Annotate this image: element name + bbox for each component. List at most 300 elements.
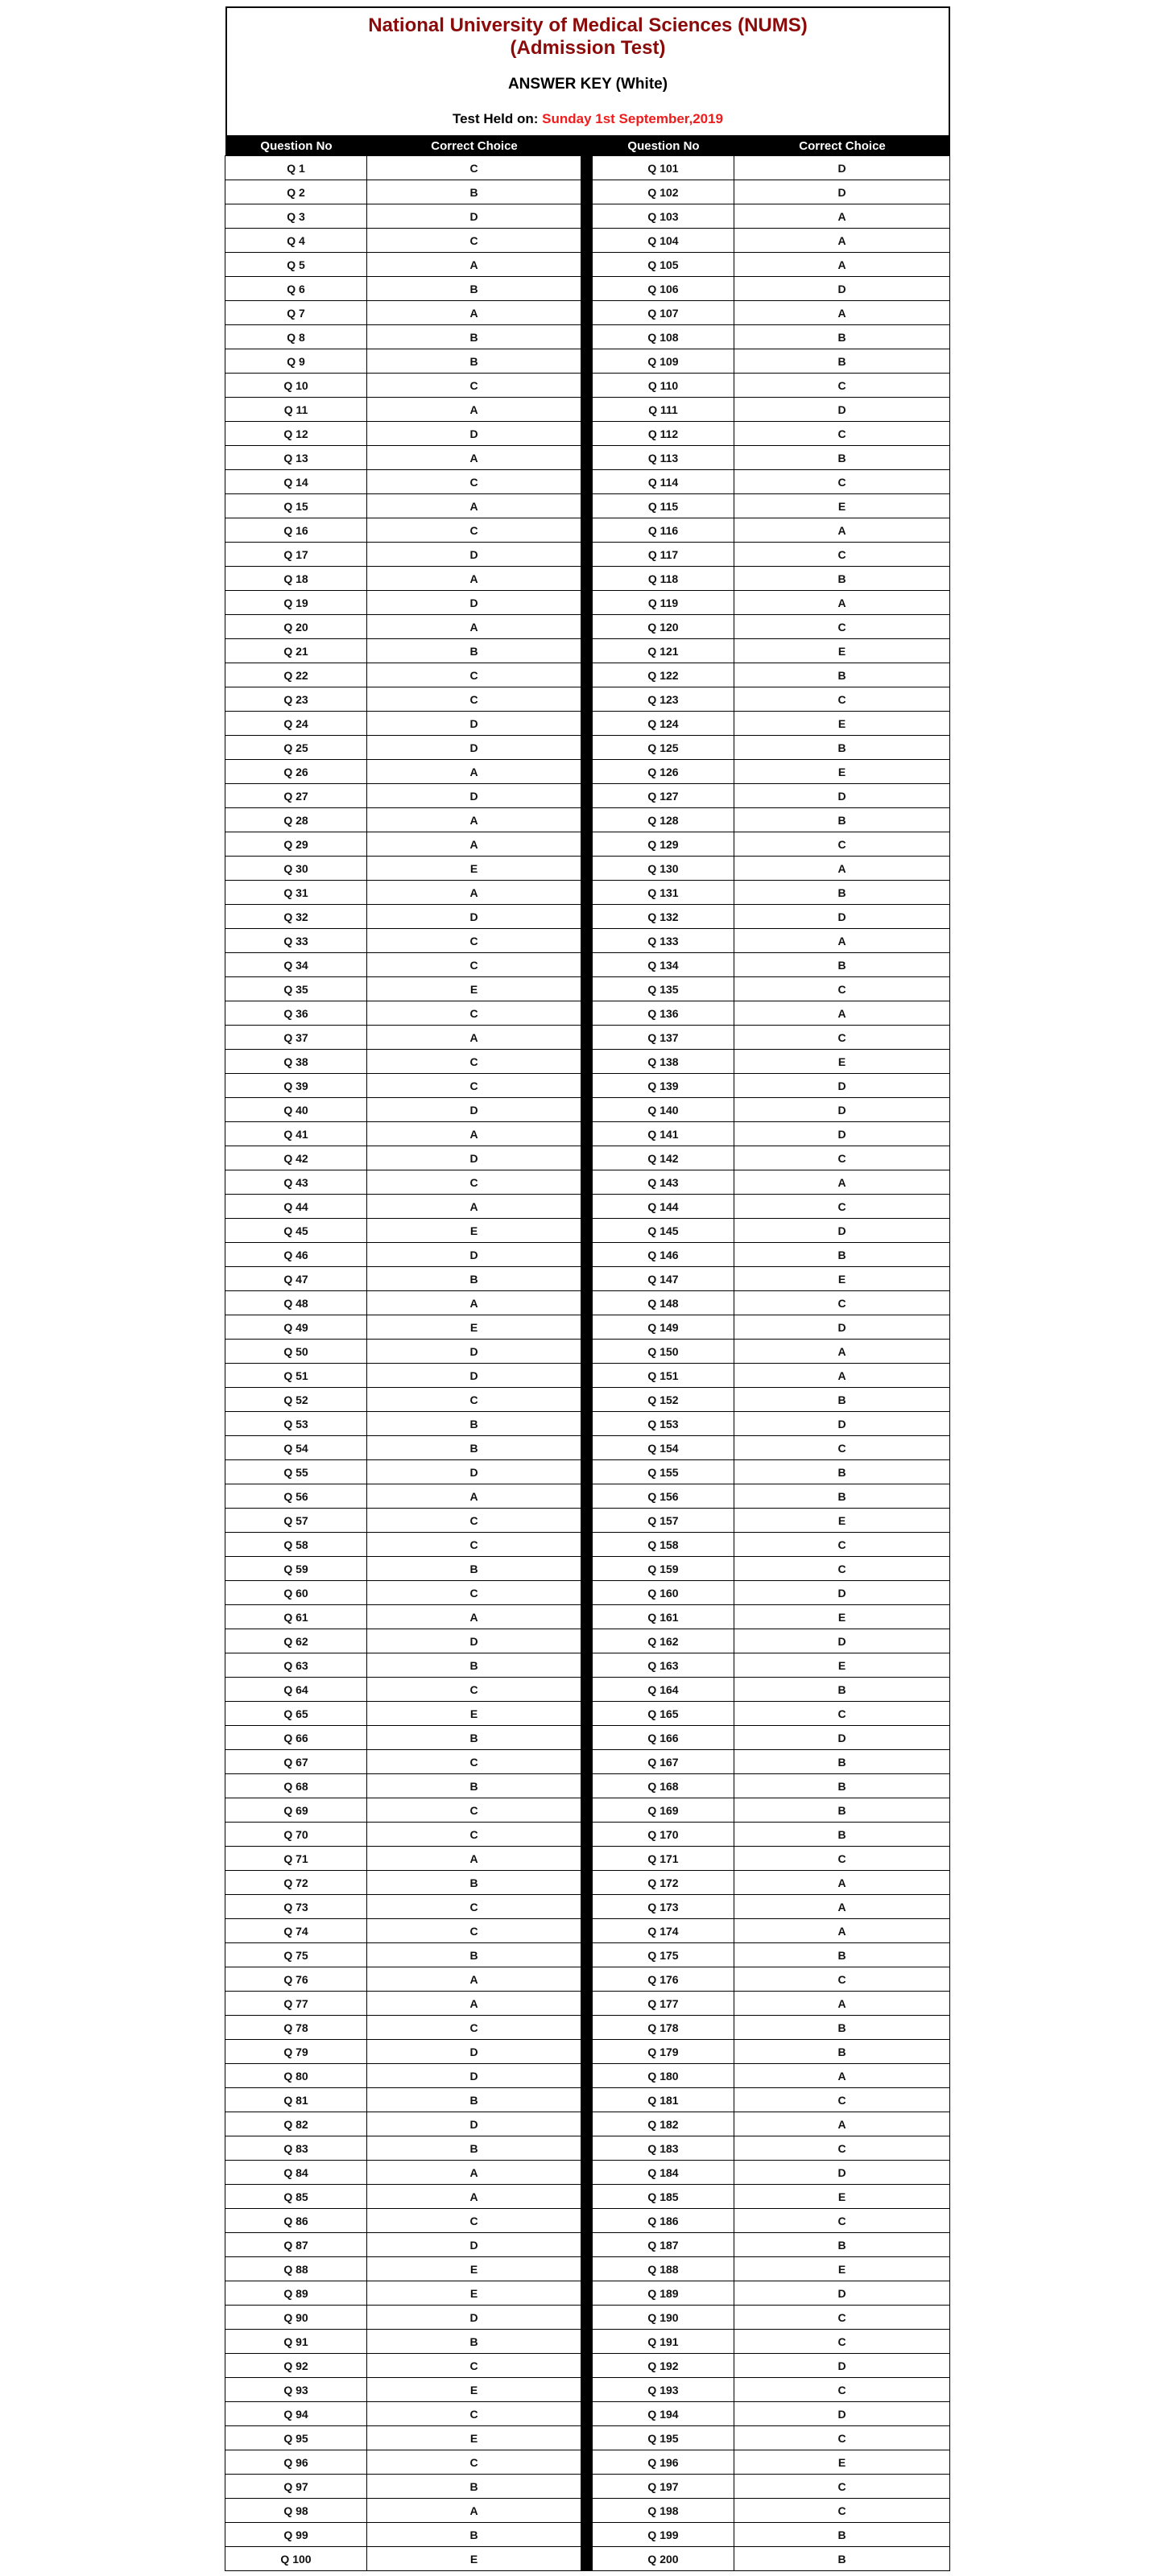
- question-number: Q 118: [592, 566, 734, 591]
- question-number: Q 81: [225, 2087, 367, 2112]
- question-number: Q 49: [225, 1315, 367, 1340]
- question-number: Q 66: [225, 1725, 367, 1750]
- correct-choice: E: [366, 2425, 581, 2450]
- question-number: Q 166: [592, 1725, 734, 1750]
- correct-choice: E: [734, 1266, 950, 1291]
- question-number: Q 115: [592, 493, 734, 518]
- question-number: Q 155: [592, 1459, 734, 1484]
- correct-choice: C: [734, 373, 950, 398]
- column-separator: [581, 156, 593, 2571]
- question-number: Q 110: [592, 373, 734, 398]
- question-number: Q 181: [592, 2087, 734, 2112]
- correct-choice: A: [366, 397, 581, 422]
- correct-choice: D: [734, 2401, 950, 2426]
- question-number: Q 107: [592, 300, 734, 325]
- question-number: Q 113: [592, 445, 734, 470]
- correct-choice: B: [734, 2015, 950, 2040]
- correct-choice: D: [734, 2160, 950, 2185]
- question-number: Q 126: [592, 759, 734, 784]
- correct-choice: D: [734, 904, 950, 929]
- correct-choice: D: [366, 2063, 581, 2088]
- correct-choice: C: [366, 373, 581, 398]
- question-number: Q 10: [225, 373, 367, 398]
- title-university: National University of Medical Sciences (NUMS): [368, 14, 808, 36]
- correct-choice: C: [366, 1580, 581, 1605]
- question-number: Q 19: [225, 590, 367, 615]
- question-number: Q 39: [225, 1073, 367, 1098]
- question-number: Q 83: [225, 2136, 367, 2161]
- correct-choice: C: [366, 687, 581, 712]
- question-number: Q 44: [225, 1194, 367, 1219]
- correct-choice: B: [734, 1459, 950, 1484]
- correct-choice: E: [734, 759, 950, 784]
- correct-choice: D: [366, 204, 581, 229]
- correct-choice: C: [734, 1556, 950, 1581]
- correct-choice: A: [366, 1025, 581, 1050]
- question-number: Q 17: [225, 542, 367, 567]
- correct-choice: B: [366, 1556, 581, 1581]
- question-number: Q 45: [225, 1218, 367, 1243]
- correct-choice: C: [734, 687, 950, 712]
- correct-choice: A: [734, 928, 950, 953]
- correct-choice: C: [734, 2425, 950, 2450]
- correct-choice: C: [366, 469, 581, 494]
- question-number: Q 101: [592, 155, 734, 180]
- correct-choice: B: [366, 1266, 581, 1291]
- correct-choice: D: [366, 421, 581, 446]
- question-number: Q 89: [225, 2281, 367, 2306]
- correct-choice: C: [734, 2087, 950, 2112]
- question-number: Q 85: [225, 2184, 367, 2209]
- question-number: Q 41: [225, 1121, 367, 1146]
- correct-choice: B: [734, 324, 950, 349]
- question-number: Q 27: [225, 783, 367, 808]
- question-number: Q 171: [592, 1846, 734, 1871]
- question-number: Q 198: [592, 2498, 734, 2523]
- correct-choice: A: [366, 1991, 581, 2016]
- correct-choice: C: [734, 1967, 950, 1992]
- correct-choice: E: [734, 493, 950, 518]
- question-number: Q 38: [225, 1049, 367, 1074]
- correct-choice: E: [734, 2184, 950, 2209]
- question-number: Q 186: [592, 2208, 734, 2233]
- correct-choice: D: [366, 1459, 581, 1484]
- correct-choice: A: [734, 1894, 950, 1919]
- correct-choice: A: [366, 566, 581, 591]
- question-number: Q 40: [225, 1097, 367, 1122]
- header-correct-choice-right: Correct Choice: [734, 135, 950, 156]
- question-number: Q 163: [592, 1653, 734, 1678]
- correct-choice: E: [734, 1049, 950, 1074]
- question-number: Q 58: [225, 1532, 367, 1557]
- question-number: Q 159: [592, 1556, 734, 1581]
- correct-choice: E: [366, 1701, 581, 1726]
- question-number: Q 124: [592, 711, 734, 736]
- correct-choice: C: [366, 1749, 581, 1774]
- question-number: Q 28: [225, 807, 367, 832]
- question-number: Q 146: [592, 1242, 734, 1267]
- question-number: Q 132: [592, 904, 734, 929]
- correct-choice: C: [734, 2208, 950, 2233]
- correct-choice: B: [734, 2232, 950, 2257]
- question-number: Q 130: [592, 856, 734, 881]
- correct-choice: D: [734, 1121, 950, 1146]
- question-number: Q 2: [225, 180, 367, 204]
- correct-choice: A: [366, 832, 581, 857]
- question-number: Q 26: [225, 759, 367, 784]
- correct-choice: D: [366, 904, 581, 929]
- correct-choice: E: [366, 2546, 581, 2571]
- question-number: Q 33: [225, 928, 367, 953]
- question-number: Q 31: [225, 880, 367, 905]
- question-number: Q 194: [592, 2401, 734, 2426]
- question-number: Q 47: [225, 1266, 367, 1291]
- correct-choice: A: [734, 1339, 950, 1364]
- header-question-no-right: Question No: [593, 135, 734, 156]
- question-number: Q 103: [592, 204, 734, 229]
- question-number: Q 169: [592, 1798, 734, 1823]
- question-number: Q 59: [225, 1556, 367, 1581]
- question-number: Q 112: [592, 421, 734, 446]
- correct-choice: C: [734, 832, 950, 857]
- correct-choice: C: [366, 952, 581, 977]
- question-number: Q 172: [592, 1870, 734, 1895]
- correct-choice: A: [366, 2498, 581, 2523]
- correct-choice: C: [734, 542, 950, 567]
- correct-choice: A: [734, 2112, 950, 2136]
- question-number: Q 151: [592, 1363, 734, 1388]
- question-number: Q 71: [225, 1846, 367, 1871]
- question-number: Q 43: [225, 1170, 367, 1195]
- correct-choice: C: [366, 1798, 581, 1823]
- question-number: Q 42: [225, 1146, 367, 1170]
- question-number: Q 140: [592, 1097, 734, 1122]
- correct-choice: D: [366, 783, 581, 808]
- test-held-label: Test Held on:: [452, 111, 539, 126]
- question-number: Q 129: [592, 832, 734, 857]
- correct-choice: A: [366, 252, 581, 277]
- correct-choice: B: [734, 349, 950, 374]
- question-number: Q 9: [225, 349, 367, 374]
- correct-choice: B: [366, 2087, 581, 2112]
- question-number: Q 84: [225, 2160, 367, 2185]
- correct-choice: D: [366, 1242, 581, 1267]
- correct-choice: A: [734, 1170, 950, 1195]
- question-number: Q 125: [592, 735, 734, 760]
- question-number: Q 158: [592, 1532, 734, 1557]
- question-number: Q 180: [592, 2063, 734, 2088]
- correct-choice: A: [734, 300, 950, 325]
- question-number: Q 122: [592, 663, 734, 687]
- correct-choice: D: [734, 276, 950, 301]
- question-number: Q 199: [592, 2522, 734, 2547]
- correct-choice: C: [734, 976, 950, 1001]
- answer-key-subtitle: ANSWER KEY (White): [507, 76, 668, 93]
- question-number: Q 161: [592, 1604, 734, 1629]
- question-number: Q 35: [225, 976, 367, 1001]
- question-number: Q 62: [225, 1629, 367, 1653]
- correct-choice: C: [366, 1532, 581, 1557]
- question-number: Q 120: [592, 614, 734, 639]
- question-number: Q 50: [225, 1339, 367, 1364]
- question-number: Q 192: [592, 2353, 734, 2378]
- correct-choice: A: [366, 1846, 581, 1871]
- correct-choice: C: [366, 228, 581, 253]
- correct-choice: D: [734, 783, 950, 808]
- correct-choice: C: [366, 155, 581, 180]
- question-number: Q 52: [225, 1387, 367, 1412]
- correct-choice: C: [366, 1170, 581, 1195]
- question-number: Q 20: [225, 614, 367, 639]
- question-number: Q 67: [225, 1749, 367, 1774]
- correct-choice: D: [366, 542, 581, 567]
- question-number: Q 95: [225, 2425, 367, 2450]
- correct-choice: C: [734, 1146, 950, 1170]
- correct-choice: D: [366, 2232, 581, 2257]
- answer-key-table: [225, 135, 950, 2571]
- correct-choice: D: [734, 155, 950, 180]
- correct-choice: E: [734, 2450, 950, 2475]
- question-number: Q 175: [592, 1942, 734, 1967]
- correct-choice: D: [366, 2039, 581, 2064]
- question-number: Q 23: [225, 687, 367, 712]
- question-number: Q 79: [225, 2039, 367, 2064]
- correct-choice: D: [734, 1629, 950, 1653]
- correct-choice: A: [734, 204, 950, 229]
- correct-choice: B: [366, 180, 581, 204]
- question-number: Q 75: [225, 1942, 367, 1967]
- correct-choice: B: [734, 1484, 950, 1509]
- correct-choice: A: [366, 759, 581, 784]
- question-number: Q 109: [592, 349, 734, 374]
- correct-choice: B: [734, 1242, 950, 1267]
- question-number: Q 144: [592, 1194, 734, 1219]
- correct-choice: B: [366, 1411, 581, 1436]
- correct-choice: C: [366, 1918, 581, 1943]
- question-number: Q 111: [592, 397, 734, 422]
- question-number: Q 37: [225, 1025, 367, 1050]
- correct-choice: C: [734, 2305, 950, 2330]
- correct-choice: B: [366, 638, 581, 663]
- question-number: Q 177: [592, 1991, 734, 2016]
- correct-choice: B: [734, 663, 950, 687]
- correct-choice: B: [366, 324, 581, 349]
- question-number: Q 69: [225, 1798, 367, 1823]
- question-number: Q 165: [592, 1701, 734, 1726]
- correct-choice: E: [366, 1218, 581, 1243]
- correct-choice: B: [366, 1942, 581, 1967]
- correct-choice: C: [734, 1290, 950, 1315]
- question-number: Q 184: [592, 2160, 734, 2185]
- question-number: Q 121: [592, 638, 734, 663]
- correct-choice: A: [366, 807, 581, 832]
- question-number: Q 134: [592, 952, 734, 977]
- question-number: Q 148: [592, 1290, 734, 1315]
- correct-choice: B: [734, 1942, 950, 1967]
- question-number: Q 18: [225, 566, 367, 591]
- correct-choice: C: [366, 1508, 581, 1533]
- correct-choice: C: [734, 1532, 950, 1557]
- correct-choice: C: [366, 1387, 581, 1412]
- question-number: Q 5: [225, 252, 367, 277]
- question-number: Q 6: [225, 276, 367, 301]
- question-number: Q 200: [592, 2546, 734, 2571]
- question-number: Q 4: [225, 228, 367, 253]
- correct-choice: B: [734, 1773, 950, 1798]
- question-number: Q 30: [225, 856, 367, 881]
- correct-choice: D: [366, 590, 581, 615]
- correct-choice: E: [366, 976, 581, 1001]
- question-number: Q 98: [225, 2498, 367, 2523]
- correct-choice: D: [734, 397, 950, 422]
- correct-choice: A: [734, 252, 950, 277]
- question-number: Q 60: [225, 1580, 367, 1605]
- correct-choice: C: [734, 421, 950, 446]
- question-number: Q 135: [592, 976, 734, 1001]
- correct-choice: E: [366, 2281, 581, 2306]
- correct-choice: C: [366, 663, 581, 687]
- correct-choice: E: [734, 1604, 950, 1629]
- title-admission-test: (Admission Test): [510, 37, 666, 59]
- question-number: Q 139: [592, 1073, 734, 1098]
- question-number: Q 138: [592, 1049, 734, 1074]
- correct-choice: B: [734, 2039, 950, 2064]
- correct-choice: D: [734, 1725, 950, 1750]
- question-number: Q 156: [592, 1484, 734, 1509]
- correct-choice: A: [366, 614, 581, 639]
- correct-choice: D: [366, 711, 581, 736]
- question-number: Q 123: [592, 687, 734, 712]
- question-number: Q 136: [592, 1001, 734, 1026]
- question-number: Q 152: [592, 1387, 734, 1412]
- correct-choice: A: [734, 1363, 950, 1388]
- question-number: Q 97: [225, 2474, 367, 2499]
- correct-choice: C: [734, 1025, 950, 1050]
- correct-choice: C: [734, 1194, 950, 1219]
- correct-choice: A: [734, 518, 950, 543]
- question-number: Q 143: [592, 1170, 734, 1195]
- correct-choice: A: [366, 445, 581, 470]
- question-number: Q 21: [225, 638, 367, 663]
- correct-choice: A: [734, 2063, 950, 2088]
- correct-choice: C: [366, 1894, 581, 1919]
- correct-choice: A: [366, 300, 581, 325]
- correct-choice: B: [734, 1749, 950, 1774]
- question-number: Q 173: [592, 1894, 734, 1919]
- question-number: Q 142: [592, 1146, 734, 1170]
- correct-choice: D: [366, 1097, 581, 1122]
- question-number: Q 63: [225, 1653, 367, 1678]
- header-separator: [581, 135, 593, 156]
- correct-choice: D: [366, 1339, 581, 1364]
- correct-choice: C: [366, 1073, 581, 1098]
- question-number: Q 153: [592, 1411, 734, 1436]
- question-number: Q 167: [592, 1749, 734, 1774]
- correct-choice: A: [366, 2160, 581, 2185]
- correct-choice: B: [734, 1798, 950, 1823]
- correct-choice: E: [734, 1653, 950, 1678]
- question-number: Q 170: [592, 1822, 734, 1847]
- correct-choice: B: [366, 1870, 581, 1895]
- question-number: Q 179: [592, 2039, 734, 2064]
- question-number: Q 94: [225, 2401, 367, 2426]
- correct-choice: C: [366, 2401, 581, 2426]
- question-number: Q 80: [225, 2063, 367, 2088]
- question-number: Q 104: [592, 228, 734, 253]
- correct-choice: D: [734, 2353, 950, 2378]
- question-number: Q 12: [225, 421, 367, 446]
- question-number: Q 154: [592, 1435, 734, 1460]
- question-number: Q 114: [592, 469, 734, 494]
- correct-choice: E: [366, 856, 581, 881]
- question-number: Q 11: [225, 397, 367, 422]
- correct-choice: C: [734, 469, 950, 494]
- question-number: Q 64: [225, 1677, 367, 1702]
- question-number: Q 137: [592, 1025, 734, 1050]
- question-number: Q 46: [225, 1242, 367, 1267]
- question-number: Q 131: [592, 880, 734, 905]
- question-number: Q 73: [225, 1894, 367, 1919]
- correct-choice: C: [734, 1435, 950, 1460]
- question-number: Q 29: [225, 832, 367, 857]
- correct-choice: A: [366, 1967, 581, 1992]
- correct-choice: D: [734, 1411, 950, 1436]
- question-number: Q 90: [225, 2305, 367, 2330]
- question-number: Q 174: [592, 1918, 734, 1943]
- correct-choice: A: [734, 590, 950, 615]
- correct-choice: A: [366, 1121, 581, 1146]
- question-number: Q 133: [592, 928, 734, 953]
- question-number: Q 108: [592, 324, 734, 349]
- correct-choice: C: [734, 2474, 950, 2499]
- question-number: Q 15: [225, 493, 367, 518]
- correct-choice: B: [366, 349, 581, 374]
- correct-choice: C: [366, 2208, 581, 2233]
- question-number: Q 7: [225, 300, 367, 325]
- correct-choice: C: [734, 2498, 950, 2523]
- correct-choice: E: [734, 638, 950, 663]
- question-number: Q 76: [225, 1967, 367, 1992]
- question-number: Q 185: [592, 2184, 734, 2209]
- question-number: Q 119: [592, 590, 734, 615]
- question-number: Q 61: [225, 1604, 367, 1629]
- correct-choice: A: [366, 1194, 581, 1219]
- correct-choice: A: [734, 856, 950, 881]
- question-number: Q 36: [225, 1001, 367, 1026]
- question-number: Q 183: [592, 2136, 734, 2161]
- correct-choice: C: [734, 2329, 950, 2354]
- correct-choice: D: [734, 1315, 950, 1340]
- question-number: Q 149: [592, 1315, 734, 1340]
- question-number: Q 182: [592, 2112, 734, 2136]
- question-number: Q 106: [592, 276, 734, 301]
- question-number: Q 72: [225, 1870, 367, 1895]
- question-number: Q 178: [592, 2015, 734, 2040]
- question-number: Q 145: [592, 1218, 734, 1243]
- correct-choice: E: [734, 711, 950, 736]
- correct-choice: B: [734, 566, 950, 591]
- question-number: Q 53: [225, 1411, 367, 1436]
- question-number: Q 127: [592, 783, 734, 808]
- correct-choice: D: [366, 2305, 581, 2330]
- question-number: Q 189: [592, 2281, 734, 2306]
- question-number: Q 168: [592, 1773, 734, 1798]
- correct-choice: D: [734, 2281, 950, 2306]
- correct-choice: E: [734, 2256, 950, 2281]
- question-number: Q 8: [225, 324, 367, 349]
- question-number: Q 196: [592, 2450, 734, 2475]
- question-number: Q 92: [225, 2353, 367, 2378]
